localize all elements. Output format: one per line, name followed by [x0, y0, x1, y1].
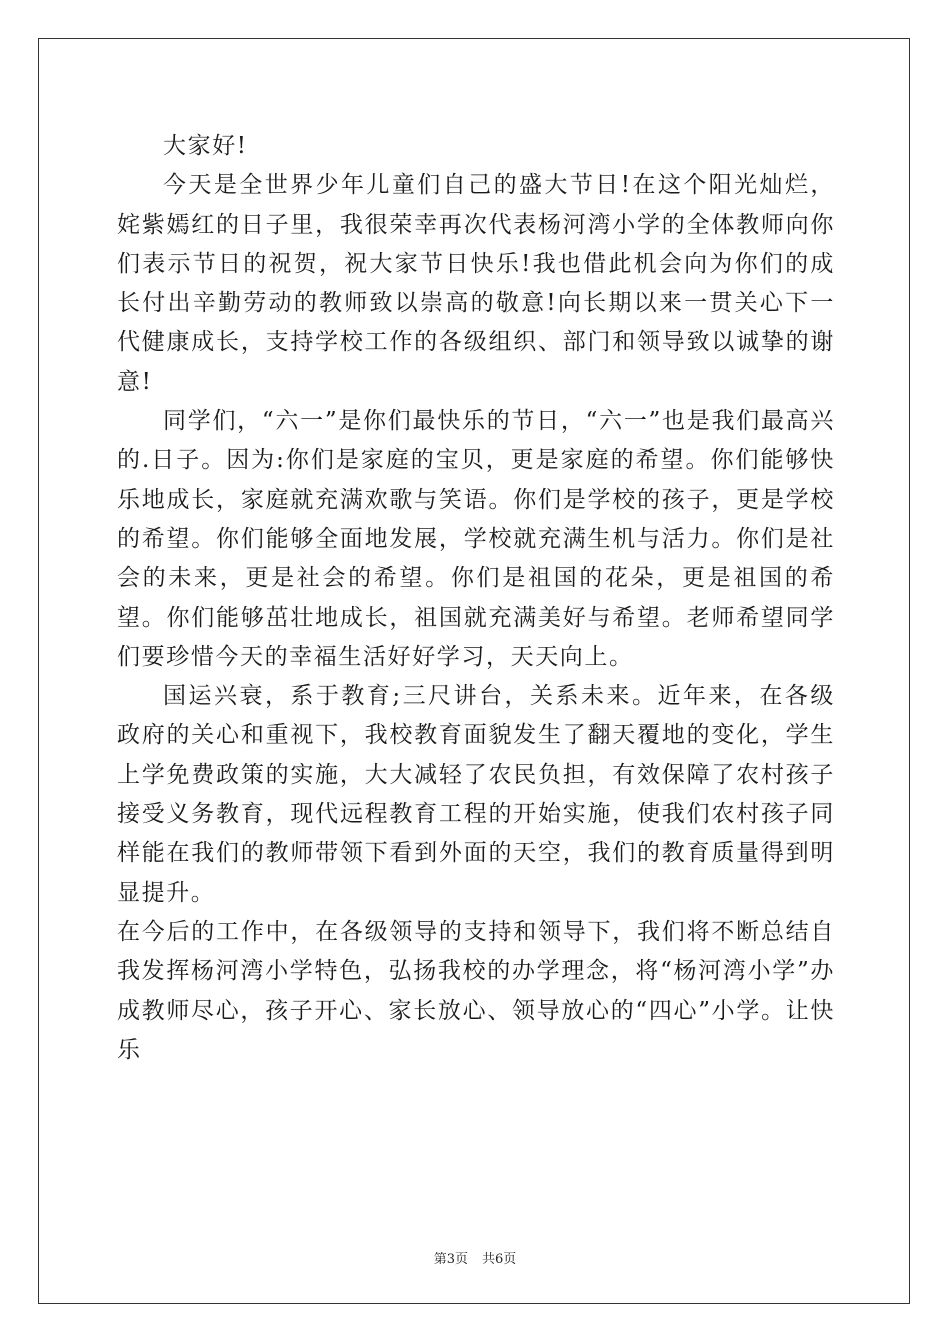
body-paragraph: 同学们，“六一”是你们最快乐的节日，“六一”也是我们最高兴的.日子。因为:你们是家庭的宝贝，更是家庭的希望。你们能够快乐地成长，家庭就充满欢歌与笑语。你们是学校的孩子，更是学校的希望。你们能够全面地发展，学校就充满生机与活力。你们是社会的未来，更是社会的希望。你们是祖国的花朵，更是祖国的希望。你们能够茁壮地成长，祖国就充满美好与希望。老师希望同学们要珍惜今天的幸福生活好好学习，天天向上。: [117, 408, 835, 670]
document-body: [117, 127, 835, 1070]
greeting-paragraph: 大家好!: [163, 133, 248, 159]
body-paragraph: 国运兴衰，系于教育;三尺讲台，关系未来。近年来，在各级政府的关心和重视下，我校教育面貌发生了翻天覆地的变化，学生上学免费政策的实施，大大减轻了农民负担，有效保障了农村孩子接受义务教育，现代远程教育工程的开始实施，使我们农村孩子同样能在我们的教师带领下看到外面的天空，我们的教育质量得到明显提升。: [117, 683, 835, 906]
body-paragraph: 今天是全世界少年儿童们自己的盛大节日!在这个阳光灿烂，姹紫嫣红的日子里，我很荣幸再次代表杨河湾小学的全体教师向你们表示节日的祝贺，祝大家节日快乐!我也借此机会向为你们的成长付出辛勤劳动的教师致以崇高的敬意!向长期以来一贯关心下一代健康成长，支持学校工作的各级组织、部门和领导致以诚挚的谢意!: [117, 172, 835, 395]
body-paragraph: 在今后的工作中，在各级领导的支持和领导下，我们将不断总结自我发挥杨河湾小学特色，弘扬我校的办学理念，将“杨河湾小学”办成教师尽心，孩子开心、家长放心、领导放心的“四心”小学。让快乐: [117, 918, 835, 1063]
page-total: 共6页: [482, 1252, 517, 1267]
page-number: 第3页: [433, 1252, 468, 1267]
page-footer: [0, 1248, 950, 1267]
